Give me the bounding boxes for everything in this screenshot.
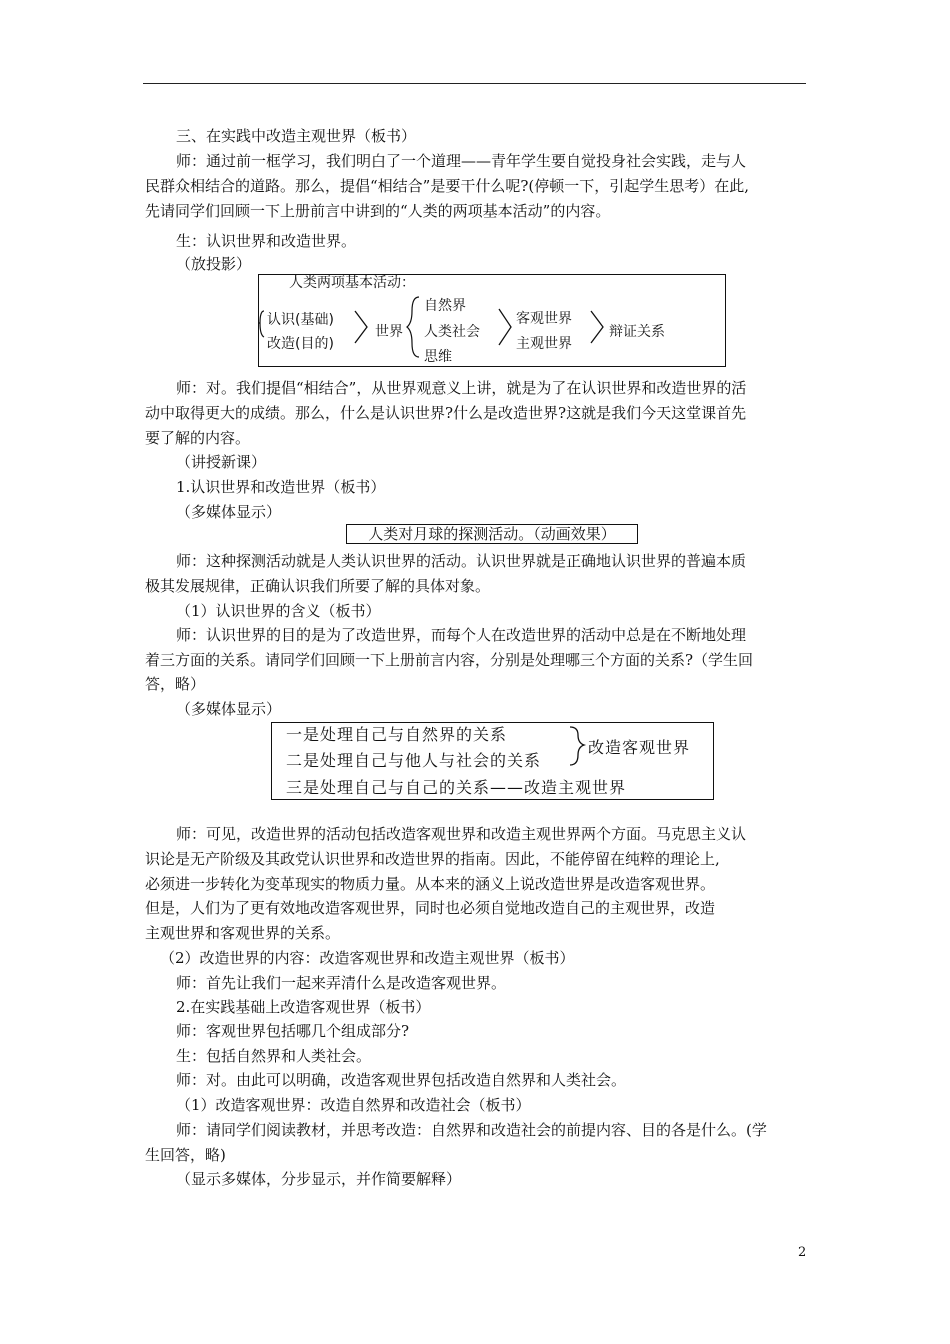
paragraph-line: （讲授新课）: [176, 453, 267, 471]
paragraph-line: 生回答，略): [145, 1146, 226, 1164]
paragraph-line: 师：对。我们提倡“相结合”，从世界观意义上讲，就是为了在认识世界和改造世界的活: [176, 379, 747, 397]
paragraph-line: 师：这种探测活动就是人类认识世界的活动。认识世界就是正确地认识世界的普遍本质: [176, 552, 747, 570]
paragraph-line: 师：客观世界包括哪几个组成部分?: [176, 1022, 410, 1040]
header-rule: [143, 83, 806, 84]
diagram-object: 自然界: [424, 298, 466, 314]
paragraph-line: 极其发展规律，正确认识我们所要了解的具体对象。: [145, 577, 491, 595]
section-heading: 1.认识世界和改造世界（板书）: [176, 478, 386, 496]
paragraph-line: （放投影）: [176, 255, 252, 273]
section-heading: 2.在实践基础上改造客观世界（板书）: [176, 998, 431, 1016]
diagram-result: 辩证关系: [609, 324, 665, 340]
diagram-object: 人类社会: [424, 324, 480, 340]
paragraph-line: 民群众相结合的道路。那么，提倡“相结合”是要干什么呢?(停顿一下，引起学生思考）在此,: [145, 177, 750, 195]
paragraph-line: 主观世界和客观世界的关系。: [145, 924, 341, 942]
paragraph-line: 师：可见，改造世界的活动包括改造客观世界和改造主观世界两个方面。马克思主义认: [176, 825, 747, 843]
section-heading: （1）认识世界的含义（板书）: [176, 602, 381, 620]
paragraph-line: 生：认识世界和改造世界。: [176, 232, 357, 250]
diagram-brackets: [259, 275, 725, 366]
section-heading: （2）改造世界的内容：改造客观世界和改造主观世界（板书）: [160, 949, 575, 967]
diagram-world-type: 客观世界: [516, 311, 572, 327]
paragraph-line: 生：包括自然界和人类社会。: [176, 1047, 372, 1065]
page-number: 2: [798, 1245, 807, 1260]
relation-brace: [272, 723, 713, 799]
paragraph-line: 识论是无产阶级及其政党认识世界和改造世界的指南。因此，不能停留在纯粹的理论上,: [145, 850, 720, 868]
projection-diagram: [258, 274, 726, 367]
relations-diagram: [271, 722, 714, 800]
diagram-world: 世界: [375, 324, 403, 340]
paragraph-line: 必须进一步转化为变革现实的物质力量。从本来的涵义上说改造世界是改造客观世界。: [145, 875, 716, 893]
relation-row: 三是处理自己与自己的关系——改造主观世界: [286, 778, 627, 797]
diagram-left-item: 认识(基础): [267, 312, 334, 328]
brace-label: 改造客观世界: [588, 738, 691, 757]
paragraph-line: 但是，人们为了更有效地改造客观世界，同时也必须自觉地改造自己的主观世界，改造: [145, 899, 716, 917]
paragraph-line: （显示多媒体，分步显示，并作简要解释）: [176, 1170, 462, 1188]
paragraph-line: 着三方面的关系。请同学们回顾一下上册前言内容，分别是处理哪三个方面的关系?（学生回: [145, 651, 754, 669]
paragraph-line: 答，略）: [145, 675, 206, 693]
paragraph-line: 要了解的内容。: [145, 429, 251, 447]
section-heading: （1）改造客观世界：改造自然界和改造社会（板书）: [176, 1096, 531, 1114]
relation-row: 二是处理自己与他人与社会的关系: [286, 751, 542, 770]
diagram-object: 思维: [424, 349, 452, 365]
paragraph-line: 师：首先让我们一起来弄清什么是改造客观世界。: [176, 974, 507, 992]
section-heading: 三、在实践中改造主观世界（板书）: [176, 127, 417, 145]
relation-row: 一是处理自己与自然界的关系: [286, 725, 508, 744]
diagram-title: 人类两项基本活动：: [289, 275, 415, 291]
paragraph-line: 师：通过前一框学习，我们明白了一个道理——青年学生要自觉投身社会实践，走与人: [176, 152, 747, 170]
paragraph-line: 先请同学们回顾一下上册前言中讲到的“人类的两项基本活动”的内容。: [145, 202, 611, 220]
diagram-world-type: 主观世界: [516, 336, 572, 352]
paragraph-line: 动中取得更大的成绩。那么，什么是认识世界?什么是改造世界?这就是我们今天这堂课首先: [145, 404, 747, 422]
paragraph-line: 师：对。由此可以明确，改造客观世界包括改造自然界和人类社会。: [176, 1071, 627, 1089]
paragraph-line: （多媒体显示）: [176, 503, 282, 521]
paragraph-line: 师：认识世界的目的是为了改造世界，而每个人在改造世界的活动中总是在不断地处理: [176, 626, 747, 644]
diagram-left-item: 改造(目的): [267, 336, 334, 352]
paragraph-line: （多媒体显示）: [176, 700, 282, 718]
moon-exploration-box: 人类对月球的探测活动。（动画效果）: [346, 524, 638, 544]
paragraph-line: 师：请同学们阅读教材，并思考改造：自然界和改造社会的前提内容、目的各是什么。(学: [176, 1121, 767, 1139]
